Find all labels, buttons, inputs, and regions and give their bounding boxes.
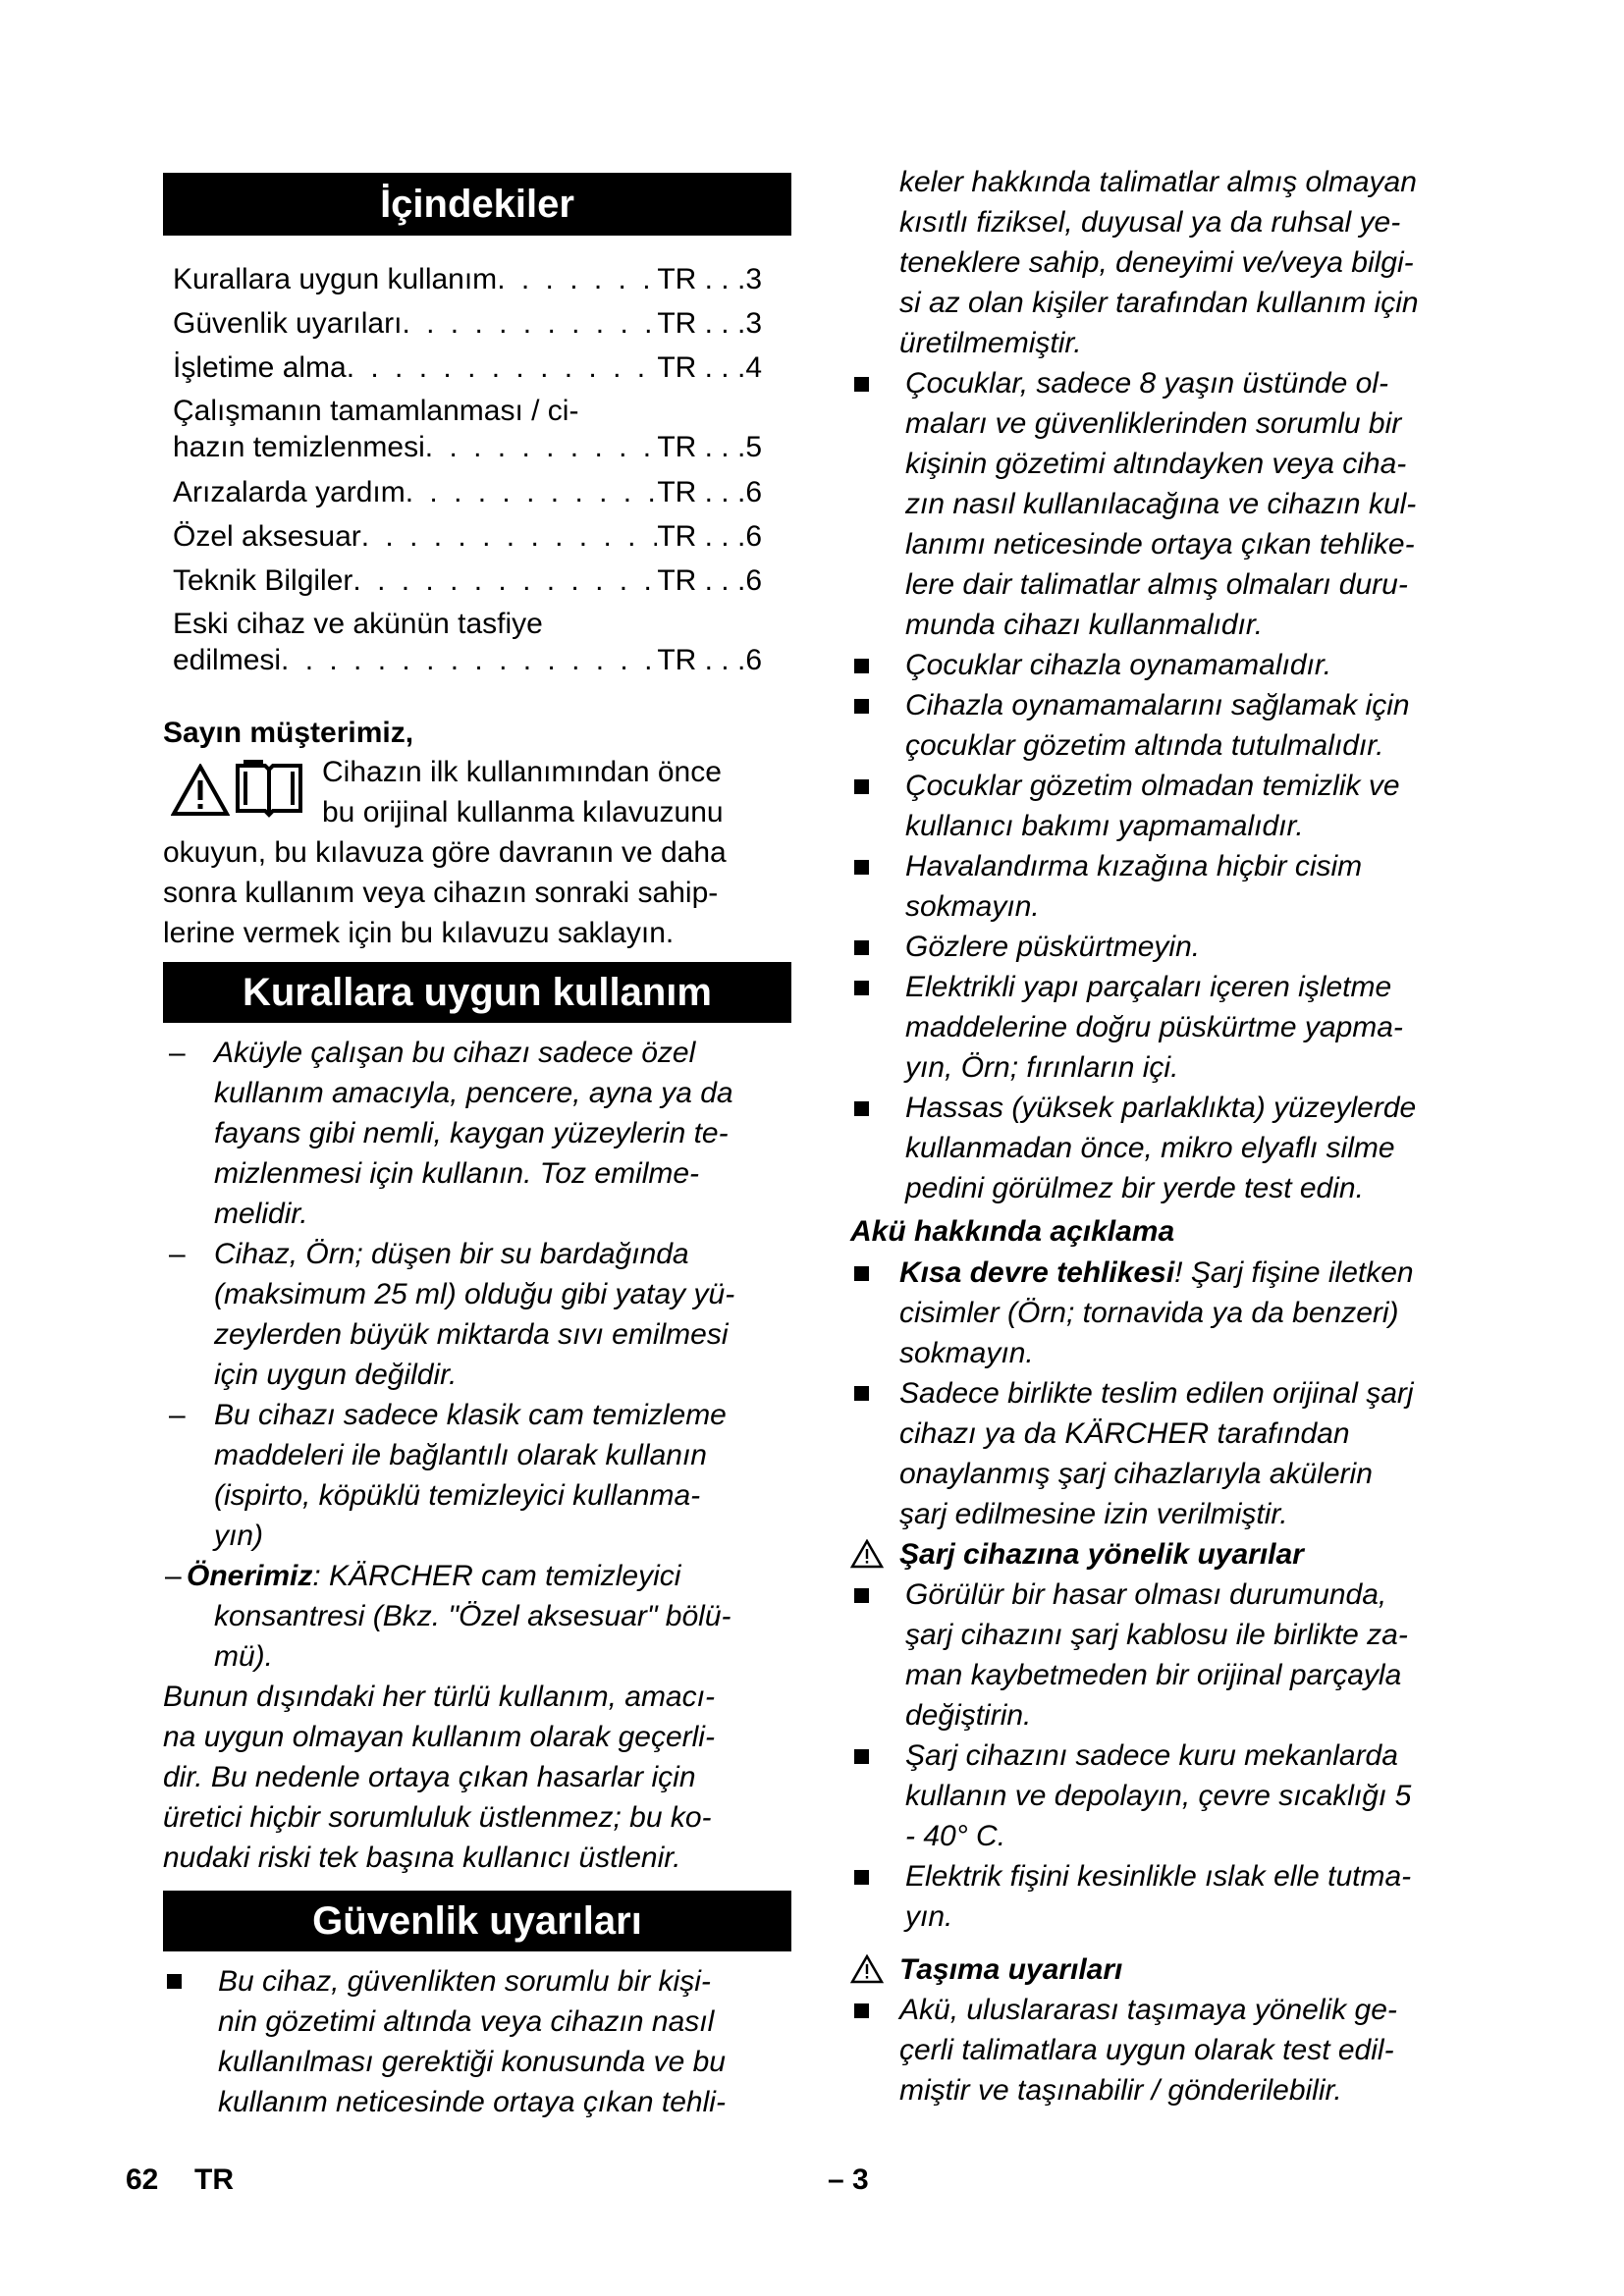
manual-book-icon bbox=[232, 758, 306, 824]
intro-line: okuyun, bu kılavuza göre davranın ve daha bbox=[163, 836, 727, 869]
toc-entry[interactable]: Kurallara uygun kullanım . . . TR . . .3 bbox=[173, 257, 762, 301]
sub-page-number: – 3 bbox=[828, 2163, 869, 2196]
toc-title: İçindekiler bbox=[163, 173, 791, 236]
section-title-safety: Güvenlik uyarıları bbox=[163, 1891, 791, 1951]
toc-entry-multiline[interactable]: Eski cihaz ve akünün tasfiye edilmesi . . . TR . . .6 bbox=[173, 607, 762, 679]
transport-heading: Taşıma uyarıları bbox=[899, 1953, 1123, 1986]
intro-line: Cihazın ilk kullanımından önce bbox=[322, 756, 722, 788]
language-code: TR bbox=[194, 2163, 234, 2196]
toc-entry[interactable]: Arızalarda yardım . . . TR . . .6 bbox=[173, 470, 762, 514]
intro-line: lerine vermek için bu kılavuzu saklayın. bbox=[163, 917, 675, 949]
charger-heading: Şarj cihazına yönelik uyarılar bbox=[899, 1538, 1304, 1571]
toc-entry[interactable]: Teknik Bilgiler . . . TR . . .6 bbox=[173, 559, 762, 603]
warning-triangle-icon bbox=[171, 764, 230, 822]
intro-line: bu orijinal kullanma kılavuzunu bbox=[322, 796, 724, 828]
section-title-intended-use: Kurallara uygun kullanım bbox=[163, 962, 791, 1023]
warning-triangle-icon bbox=[850, 1539, 884, 1574]
toc-entry[interactable]: Özel aksesuar . . . TR . . .6 bbox=[173, 514, 762, 559]
toc-entry[interactable]: İşletime alma . . . TR . . .4 bbox=[173, 346, 762, 390]
page-number: 62 bbox=[126, 2163, 159, 2196]
greeting: Sayın müşterimiz, bbox=[163, 717, 414, 749]
table-of-contents bbox=[173, 257, 762, 679]
battery-heading: Akü hakkında açıklama bbox=[850, 1215, 1175, 1248]
intro-line: sonra kullanım veya cihazın sonraki sahip- bbox=[163, 877, 719, 909]
warning-triangle-icon bbox=[850, 1954, 884, 1989]
toc-entry-multiline[interactable]: Çalışmanın tamamlanması / ci- hazın temizlenmesi . . . TR . . .5 bbox=[173, 394, 762, 466]
toc-entry[interactable]: Güvenlik uyarıları . . . TR . . .3 bbox=[173, 301, 762, 346]
